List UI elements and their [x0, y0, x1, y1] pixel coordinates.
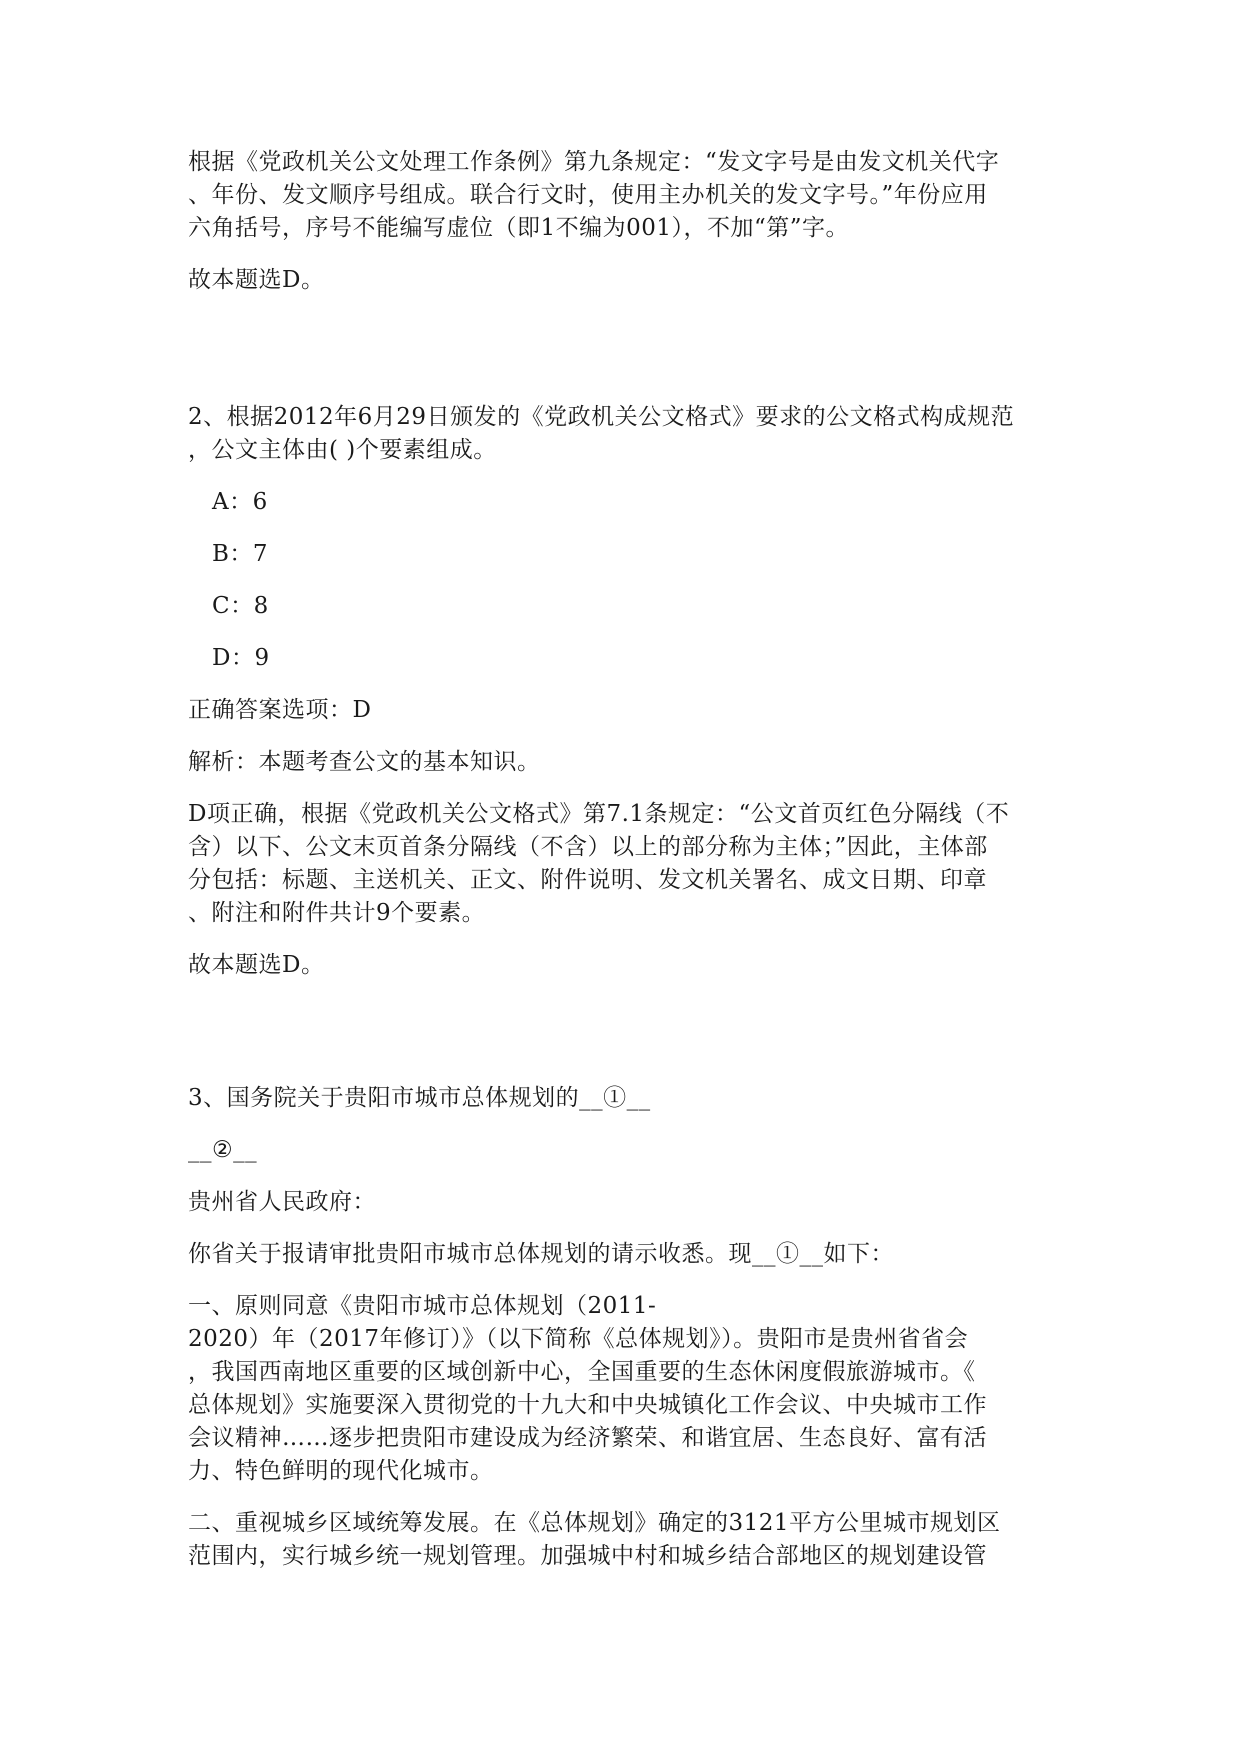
text-line: 范围内，实行城乡统一规划管理。加强城中村和城乡结合部地区的规划建设管: [188, 1543, 987, 1569]
text-line: 、附注和附件共计9个要素。: [188, 900, 486, 926]
q3-blank-2: __②__: [188, 1137, 258, 1163]
section-spacer: [188, 1001, 1068, 1082]
text-line: 分包括：标题、主送机关、正文、附件说明、发文机关署名、成文日期、印章: [188, 867, 987, 893]
q3-intro: 你省关于报请审批贵阳市城市总体规划的请示收悉。现__①__如下：: [188, 1241, 894, 1267]
text-line: D项正确，根据《党政机关公文格式》第7.1条规定：“公文首页红色分隔线（不: [188, 801, 1010, 827]
q2-analysis: 解析：本题考查公文的基本知识。: [188, 749, 541, 775]
q3-item-1-paragraph: [188, 1290, 1068, 1488]
text-line: ，公文主体由( )个要素组成。: [188, 437, 497, 463]
text-line: 2、根据2012年6月29日颁发的《党政机关公文格式》要求的公文格式构成规范: [188, 404, 1015, 430]
q2-stem: [188, 401, 1068, 467]
text-line: 一、原则同意《贵阳市城市总体规划（2011-: [188, 1293, 657, 1319]
q3-title: 3、国务院关于贵阳市城市总体规划的__①__: [188, 1085, 651, 1111]
q2-option-c: C：8: [212, 593, 269, 619]
text-line: 根据《党政机关公文处理工作条例》第九条规定：“发文字号是由发文机关代字: [188, 149, 1000, 175]
text-line: 总体规划》实施要深入贯彻党的十九大和中央城镇化工作会议、中央城市工作: [188, 1392, 987, 1418]
q2-option-b: B：7: [212, 541, 269, 567]
text-line: 会议精神……逐步把贵阳市建设成为经济繁荣、和谐宜居、生态良好、富有活: [188, 1425, 987, 1451]
q2-detail-paragraph: [188, 798, 1068, 930]
q3-item-2-paragraph: [188, 1507, 1068, 1573]
q2-option-a: A：6: [212, 489, 268, 515]
q3-addressee: 贵州省人民政府：: [188, 1189, 376, 1215]
document-content: [188, 146, 1068, 1592]
q2-conclusion: 故本题选D。: [188, 952, 325, 978]
text-line: 二、重视城乡区域统筹发展。在《总体规划》确定的3121平方公里城市规划区: [188, 1510, 1001, 1536]
text-line: 2020）年（2017年修订）》（以下简称《总体规划》）。贵阳市是贵州省省会: [188, 1326, 969, 1352]
text-line: 六角括号，序号不能编写虚位（即1不编为001），不加“第”字。: [188, 215, 850, 241]
text-line: 、年份、发文顺序号组成。联合行文时，使用主办机关的发文字号。”年份应用: [188, 182, 988, 208]
text-line: ，我国西南地区重要的区域创新中心，全国重要的生态休闲度假旅游城市。《: [188, 1359, 976, 1385]
q2-option-d: D：9: [212, 645, 270, 671]
q2-answer: 正确答案选项：D: [188, 697, 372, 723]
section-spacer: [188, 316, 1068, 401]
q1-conclusion: 故本题选D。: [188, 267, 325, 293]
q1-explanation-paragraph: [188, 146, 1068, 245]
text-line: 含）以下、公文末页首条分隔线（不含）以上的部分称为主体；”因此，主体部: [188, 834, 988, 860]
text-line: 力、特色鲜明的现代化城市。: [188, 1458, 494, 1484]
